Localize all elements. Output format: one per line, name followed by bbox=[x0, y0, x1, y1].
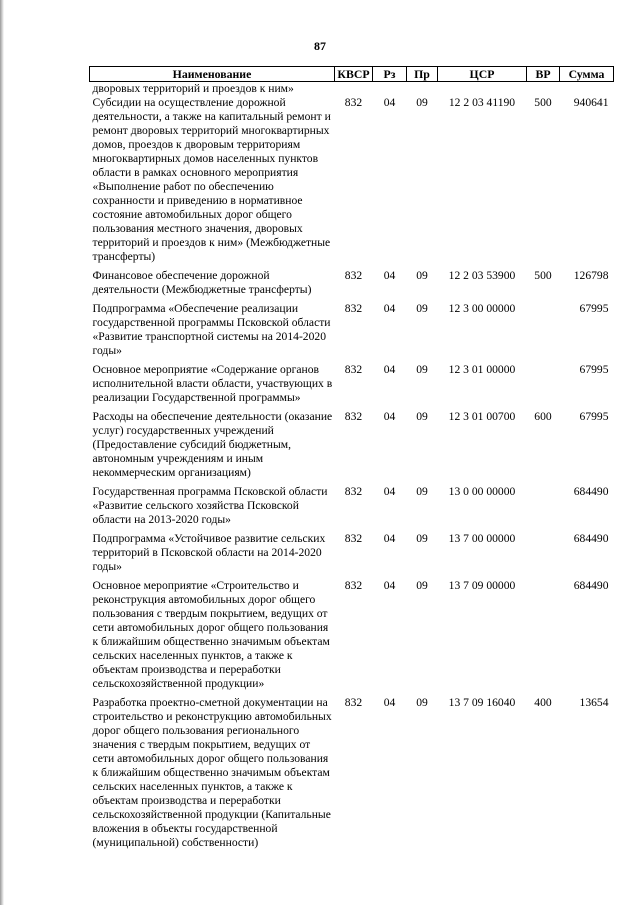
row-rz: 04 bbox=[383, 485, 396, 498]
row-csr: 13 7 09 00000 bbox=[448, 579, 516, 592]
table-row bbox=[90, 302, 614, 363]
row-sum: 126798 bbox=[573, 269, 609, 282]
row-pr: 09 bbox=[416, 363, 428, 376]
column-header-kvsr: КВСР bbox=[335, 67, 373, 82]
table-body bbox=[90, 82, 614, 856]
column-header-vr: ВР bbox=[527, 67, 560, 82]
row-kvsr: 832 bbox=[344, 579, 363, 592]
table-row bbox=[90, 696, 614, 855]
column-header-sum: Сумма bbox=[560, 67, 614, 82]
row-sum: 940641 bbox=[573, 96, 609, 109]
row-csr: 13 7 00 00000 bbox=[448, 532, 516, 545]
row-csr bbox=[438, 82, 527, 97]
row-kvsr: 832 bbox=[344, 485, 363, 498]
row-kvsr: 832 bbox=[344, 532, 363, 545]
row-csr: 12 3 01 00700 bbox=[448, 410, 516, 423]
row-name: Основное мероприятие «Содержание органов исполнительной власти области, участвующих в реализации Государственной программы» bbox=[92, 363, 333, 404]
row-rz: 04 bbox=[383, 302, 396, 315]
row-rz: 04 bbox=[383, 410, 396, 423]
table-row bbox=[90, 532, 614, 579]
row-sum bbox=[560, 82, 614, 97]
row-name: Государственная программа Псковской области «Развитие сельского хозяйства Псковской области на 2013-2020 годы» bbox=[92, 485, 328, 526]
row-vr bbox=[527, 485, 560, 532]
row-kvsr: 832 bbox=[344, 696, 363, 709]
row-csr: 12 3 00 00000 bbox=[448, 302, 516, 315]
row-csr: 12 2 03 41190 bbox=[448, 96, 516, 109]
row-vr bbox=[527, 302, 560, 363]
column-header-name: Наименование bbox=[90, 67, 335, 82]
row-name: Подпрограмма «Обеспечение реализации государственной программы Псковской области «Развитие транспортной системы на 2014-2020 годы» bbox=[92, 302, 331, 357]
row-sum: 684490 bbox=[573, 532, 609, 545]
row-name: Финансовое обеспечение дорожной деятельности (Межбюджетные трансферты) bbox=[92, 269, 312, 296]
row-vr bbox=[527, 579, 560, 696]
row-kvsr: 832 bbox=[344, 269, 363, 282]
row-csr: 13 7 09 16040 bbox=[448, 696, 516, 709]
row-vr: 500 bbox=[534, 269, 552, 282]
row-sum: 684490 bbox=[573, 485, 609, 498]
table-row bbox=[90, 269, 614, 302]
row-kvsr: 832 bbox=[344, 363, 363, 376]
row-csr: 12 3 01 00000 bbox=[448, 363, 516, 376]
scan-edge bbox=[0, 0, 4, 905]
table-row bbox=[90, 410, 614, 485]
row-name: Подпрограмма «Устойчивое развитие сельских территорий в Псковской области на 2014-2020 годы» bbox=[92, 532, 326, 573]
table-row bbox=[90, 363, 614, 410]
row-pr bbox=[407, 82, 438, 97]
row-vr bbox=[527, 363, 560, 410]
row-sum: 67995 bbox=[579, 410, 609, 423]
row-rz: 04 bbox=[383, 269, 396, 282]
table-row bbox=[90, 82, 614, 97]
row-name: Субсидии на осуществление дорожной деятельности, а также на капитальный ремонт и ремонт дворовых территорий многоквартирных домов, проездов к дворовым территориям многоквартирных домов населенных пунктов области в рамках основного мероприятия «Выполнение работ по обеспечению сохранности и приведению в нормативное состояние автомобильных дорог общего пользования местного значения, дворовых территорий и проездов к ним» (Межбюджетные трансферты) bbox=[92, 96, 331, 263]
row-pr: 09 bbox=[416, 696, 428, 709]
row-csr: 13 0 00 00000 bbox=[448, 485, 516, 498]
row-sum: 67995 bbox=[579, 302, 609, 315]
row-sum: 67995 bbox=[579, 363, 609, 376]
row-name: Основное мероприятие «Строительство и реконструкция автомобильных дорог общего пользования с твердым покрытием, ведущих от сети автомобильных дорог общего пользования к ближайшим общественно значимым объектам сельских населенных пунктов, а также к объектам производства и переработки сельскохозяйственной продукции» bbox=[92, 579, 330, 690]
column-header-pr: Пр bbox=[407, 67, 438, 82]
row-vr bbox=[527, 532, 560, 579]
row-kvsr bbox=[335, 82, 373, 97]
table-row bbox=[90, 485, 614, 532]
row-sum: 13654 bbox=[579, 696, 609, 709]
column-header-csr: ЦСР bbox=[438, 67, 527, 82]
row-name: Расходы на обеспечение деятельности (оказание услуг) государственных учреждений (Предоставление субсидий бюджетным, автономным учреждениям и иным некоммерческим организациям) bbox=[92, 410, 333, 479]
row-pr: 09 bbox=[416, 485, 428, 498]
row-rz: 04 bbox=[383, 579, 396, 592]
row-pr: 09 bbox=[416, 532, 428, 545]
row-kvsr: 832 bbox=[344, 96, 363, 109]
table-row bbox=[90, 579, 614, 696]
row-vr: 400 bbox=[534, 696, 552, 709]
row-pr: 09 bbox=[416, 269, 428, 282]
table-header bbox=[90, 67, 614, 82]
row-vr bbox=[527, 82, 560, 97]
budget-table bbox=[89, 66, 614, 855]
row-rz: 04 bbox=[383, 696, 396, 709]
row-rz: 04 bbox=[383, 532, 396, 545]
page-number: 87 bbox=[314, 39, 326, 53]
row-rz bbox=[373, 82, 407, 97]
row-rz: 04 bbox=[383, 363, 396, 376]
row-kvsr: 832 bbox=[344, 410, 363, 423]
column-header-rz: Рз bbox=[373, 67, 407, 82]
row-vr: 600 bbox=[534, 410, 552, 423]
row-sum: 684490 bbox=[573, 579, 609, 592]
row-pr: 09 bbox=[416, 579, 428, 592]
row-kvsr: 832 bbox=[344, 302, 363, 315]
row-rz: 04 bbox=[383, 96, 396, 109]
row-name: Разработка проектно-сметной документации на строительство и реконструкцию автомобильных дорог общего пользования регионального значения с твердым покрытием, ведущих от сети автомобильных дорог общего пользования к ближайшим общественно значимым объектам сельских населенных пунктов, а также к объектам производства и переработки сельскохозяйственной продукции (Капитальные вложения в объекты государственной (муниципальной) собственности) bbox=[92, 696, 332, 849]
row-pr: 09 bbox=[416, 302, 428, 315]
row-vr: 500 bbox=[534, 96, 552, 109]
row-pr: 09 bbox=[416, 410, 428, 423]
row-pr: 09 bbox=[416, 96, 428, 109]
table-row bbox=[90, 96, 614, 269]
row-csr: 12 2 03 53900 bbox=[448, 269, 516, 282]
row-name: дворовых территорий и проездов к ним» bbox=[92, 82, 294, 95]
